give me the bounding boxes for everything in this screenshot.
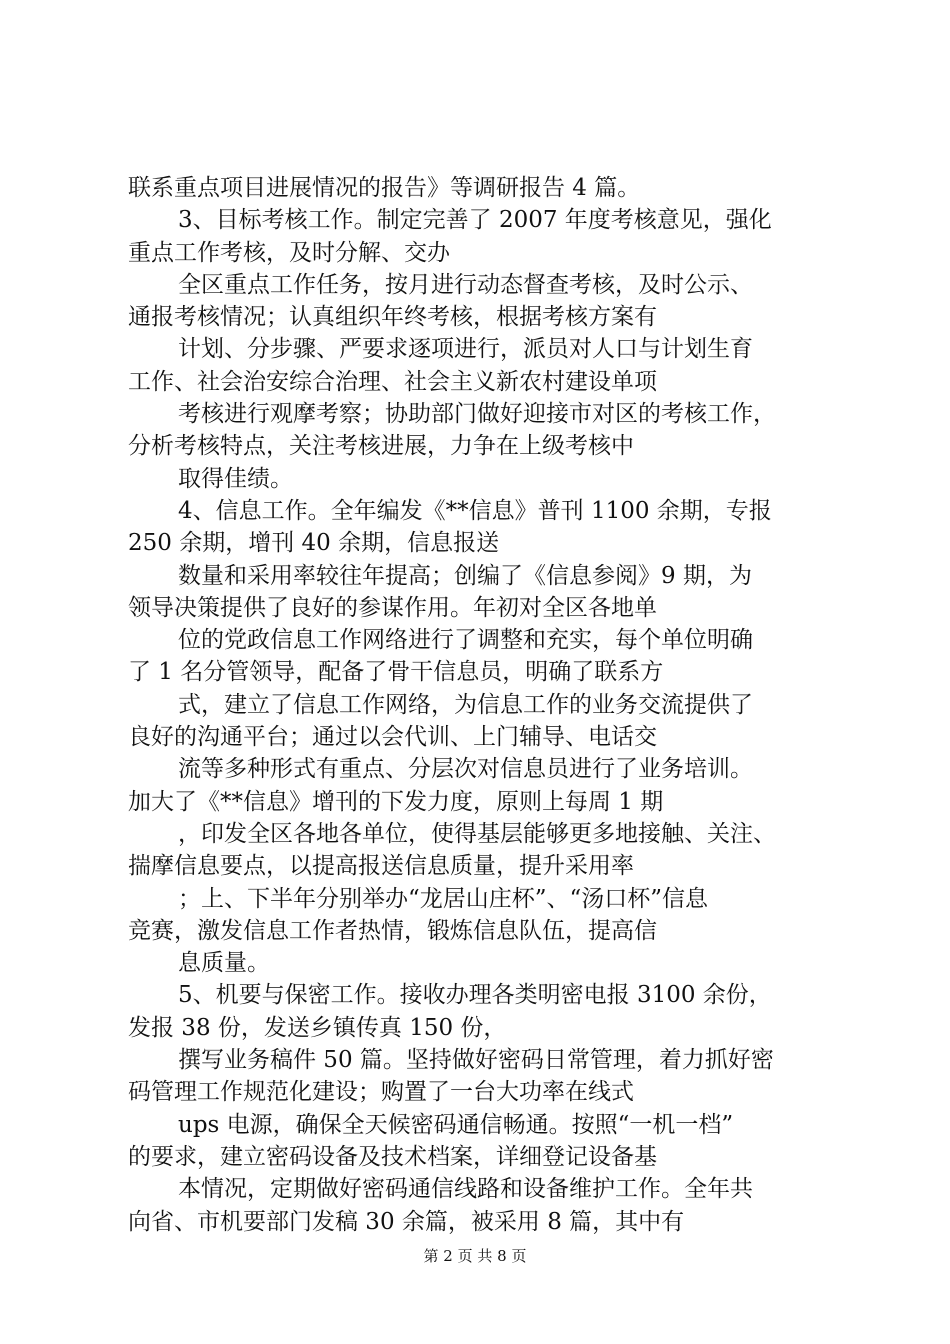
- text-line: ；上、下半年分别举办“龙居山庄杯”、“汤口杯”信息: [178, 885, 709, 912]
- text-line: 揣摩信息要点，以提高报送信息质量，提升采用率: [128, 853, 634, 880]
- text-line: 加大了《**信息》增刊的下发力度，原则上每周 1 期: [128, 788, 664, 815]
- text-line: 计划、分步骤、严要求逐项进行，派员对人口与计划生育: [178, 336, 753, 363]
- text-line: 取得佳绩。: [178, 465, 293, 492]
- text-line: 发报 38 份，发送乡镇传真 150 份，: [128, 1014, 507, 1041]
- text-line: 式，建立了信息工作网络，为信息工作的业务交流提供了: [178, 691, 753, 718]
- text-line: 良好的沟通平台；通过以会代训、上门辅导、电话交: [128, 724, 657, 751]
- text-line: 3、目标考核工作。制定完善了 2007 年度考核意见，强化: [178, 207, 772, 234]
- text-line: 考核进行观摩考察；协助部门做好迎接市对区的考核工作，: [178, 401, 776, 428]
- text-line: 位的党政信息工作网络进行了调整和充实，每个单位明确: [178, 627, 753, 654]
- text-line: 通报考核情况；认真组织年终考核，根据考核方案有: [128, 304, 657, 331]
- page-footer: 第 2 页 共 8 页: [423, 1247, 527, 1265]
- text-line: 250 余期，增刊 40 余期，信息报送: [128, 530, 500, 557]
- text-line: 联系重点项目进展情况的报告》等调研报告 4 篇。: [128, 175, 641, 201]
- text-line: ups 电源，确保全天候密码通信畅通。按照“一机一档”: [178, 1111, 734, 1138]
- text-line: ，印发全区各地各单位，使得基层能够更多地接触、关注、: [178, 820, 776, 847]
- text-line: 数量和采用率较往年提高；创编了《信息参阅》9 期，为: [178, 562, 752, 589]
- text-line: 了 1 名分管领导，配备了骨干信息员，明确了联系方: [128, 659, 664, 686]
- text-line: 5、机要与保密工作。接收办理各类明密电报 3100 余份，: [178, 982, 772, 1009]
- text-line: 本情况，定期做好密码通信线路和设备维护工作。全年共: [178, 1176, 753, 1203]
- text-line: 工作、社会治安综合治理、社会主义新农村建设单项: [128, 368, 657, 395]
- body-text: [128, 172, 848, 1238]
- text-line: 撰写业务稿件 50 篇。坚持做好密码日常管理，着力抓好密: [178, 1047, 774, 1074]
- text-line: 码管理工作规范化建设；购置了一台大功率在线式: [128, 1079, 634, 1106]
- text-line: 4、信息工作。全年编发《**信息》普刊 1100 余期，专报: [178, 497, 772, 524]
- text-line: 竞赛，激发信息工作者热情，锻炼信息队伍，提高信: [128, 917, 657, 944]
- text-line: 向省、市机要部门发稿 30 余篇，被采用 8 篇，其中有: [128, 1208, 685, 1235]
- text-line: 流等多种形式有重点、分层次对信息员进行了业务培训。: [178, 756, 753, 783]
- text-line: 领导决策提供了良好的参谋作用。年初对全区各地单: [128, 594, 657, 621]
- text-line: 的要求，建立密码设备及技术档案，详细登记设备基: [128, 1143, 657, 1170]
- text-line: 重点工作考核，及时分解、交办: [128, 239, 450, 266]
- text-line: 分析考核特点，关注考核进展，力争在上级考核中: [128, 433, 634, 460]
- text-line: 全区重点工作任务，按月进行动态督查考核，及时公示、: [178, 271, 753, 298]
- text-line: 息质量。: [178, 950, 270, 977]
